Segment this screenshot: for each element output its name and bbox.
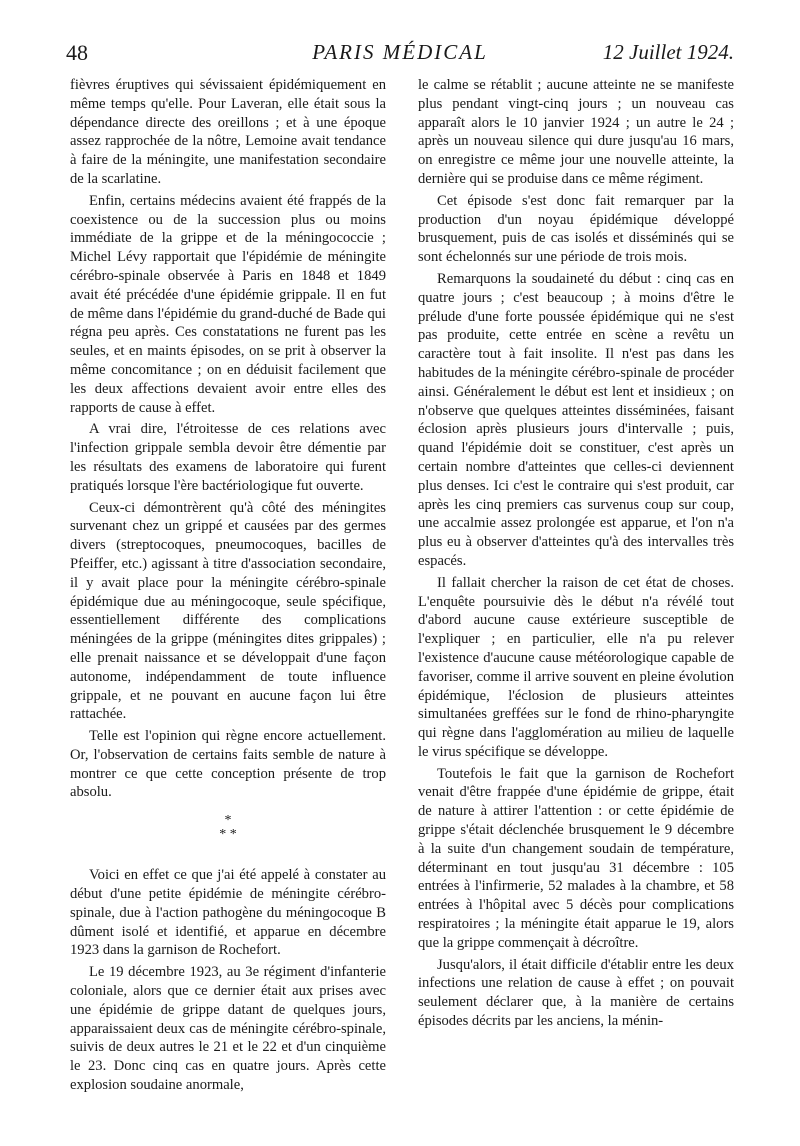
running-head	[66, 36, 734, 70]
paragraph: le calme se rétablit ; aucune atteinte ne se manifeste plus pendant vingt-cinq jours ; un nouveau cas apparaît alors le 10 janvier 1924 ; un autre le 24 ; après un nouveau silence qui dure jusqu'au 16 mars, on enregistre ce même jour une nouvelle atteinte, la dernière qui se produise dans ce même régiment.	[418, 77, 734, 187]
paragraph: Le 19 décembre 1923, au 3e régiment d'infanterie coloniale, alors que ce dernier était aux prises avec une épidémie de grippe datant de quelques jours, apparaissaient deux cas de méningite cérébro-spinale, suivis de deux autres le 21 et le 22 et d'un cinquième le 23. Donc cinq cas en quatre jours. Après cette explosion soudaine anormale,	[70, 964, 386, 1094]
paragraph: Jusqu'alors, il était difficile d'établir entre les deux infections une relation de cause à effet ; on pouvait seulement déclarer que, à la manière de certains épisodes décrits par les anciens, la ménin-	[418, 956, 734, 1030]
paragraph: Il fallait chercher la raison de cet état de choses. L'enquête poursuivie dès le début n'a révélé tout d'abord aucune cause extérieure susceptible de l'expliquer ; en particulier, elle n'a pu relever l'existence d'aucune cause météorologique capable de favoriser, comme il arrive souvent en pleine évolution épidémique, l'éclosion de plusieurs atteintes simultanées greffées sur le fond de rhino-pharyngite qui règne dans l'agglomération au milieu de laquelle le virus spécifique se développe.	[418, 574, 734, 760]
paragraph: A vrai dire, l'étroitesse de ces relations avec l'infection grippale sembla devoir être démentie par les résultats des examens de laboratoire qui furent pratiqués lorsque l'ère bactériologique fut ouverte.	[70, 421, 386, 494]
left-column	[70, 76, 386, 1098]
paragraph: Cet épisode s'est donc fait remarquer par la production d'un noyau épidémique développé brusquement, puis de cas isolés et disséminés qui se sont échelonnés sur une période de trois mois.	[418, 192, 734, 266]
page-number: 48	[66, 40, 88, 65]
separator-stars-bottom: * *	[219, 827, 237, 843]
right-column	[418, 76, 734, 1034]
paragraph: Ceux-ci démontrèrent qu'à côté des méningites survenant chez un grippé et causées par des germes divers (streptocoques, pneumocoques, bacilles de Pfeiffer, etc.) agissant à titre d'association secondaire, il y avait place pour la méningite cérébro-spinale épidémique due au méningocoque, seule spécifique, essentiellement différente des complications méningées de la grippe (méningites dites grippales) ; elle prenait naissance et se développait d'une façon autonome, indépendamment de toute influence grippale, et ne pouvant en aucune façon lui être rattachée.	[70, 499, 386, 723]
paragraph: Telle est l'opinion qui règne encore actuellement. Or, l'observation de certains faits semble de nature à montrer ce que cette conception présente de trop absolu.	[70, 728, 386, 801]
paragraph: Enfin, certains médecins avaient été frappés de la coexistence ou de la succession plus ou moins immédiate de la grippe et de la méningococcie ; Michel Lévy rapportait que l'épidémie de méningite cérébro-spinale observée à Paris en 1848 et 1849 avait été précédée d'une épidémie grippale. Il en fut de même dans l'épidémie du grand-duché de Bade qui régna peu après. Ces constatations ne furent pas les seules, et en maints épisodes, on se prit à observer la même concomitance ; on en déduisit facilement que les deux affections devaient avoir entre elles des rapports de cause à effet.	[70, 192, 386, 416]
paragraph: Voici en effet ce que j'ai été appelé à constater au début d'une petite épidémie de méningite cérébro-spinale, due à l'action pathogène du méningocoque B dûment isolé et identifié, et apparue en décembre 1923 dans la garnison de Rochefort.	[70, 867, 386, 959]
section-separator	[70, 814, 386, 858]
paragraph: Toutefois le fait que la garnison de Rochefort venait d'être frappée d'une épidémie de grippe, était de nature à attirer l'attention : or cette épidémie de grippe s'était déclenchée brusquement le 9 décembre à la suite d'un changement soudain de température, déterminant en tout jusqu'au 31 décembre : 105 entrées à l'infirmerie, 52 malades à la chambre, et 58 entrées à l'hôpital avec 5 décès pour complications respiratoires ; la méningite était apparue le 19, alors que la grippe commençait à décroître.	[418, 765, 734, 951]
paragraph: fièvres éruptives qui sévissaient épidémiquement en même temps qu'elle. Pour Laveran, elle était sous la dépendance directe des oreillons ; et à une époque assez rapprochée de la nôtre, Lemoine avait tendance à faire de la méningite, une manifestation secondaire de la scarlatine.	[70, 77, 386, 187]
journal-title: PARIS MÉDICAL	[312, 40, 488, 64]
separator-star-top: *	[224, 813, 232, 829]
issue-date: 12 Juillet 1924.	[602, 40, 734, 64]
paragraph: Remarquons la soudaineté du début : cinq cas en quatre jours ; c'est beaucoup ; à moins d'être le prélude d'une forte poussée épidémique qui ne s'est pas produite, cette entrée en scène a revêtu un caractère tout à fait insolite. Il n'est pas dans les habitudes de la méningite cérébro-spinale de procéder ainsi. Généralement le début est lent et insidieux ; on n'observe que quelques atteintes disséminées, faisant éclosion après plusieurs jours d'intervalle ; puis, quand l'épidémie doit se constituer, c'est après un certain nombre d'atteintes que celles-ci deviennent plus denses. Ici c'est le contraire qui s'est produit, car après les cinq premiers cas survenus coup sur coup, une accalmie assez prolongée est apparue, et l'on n'a plus eu à observer d'atteintes qu'à des intervalles très espacés.	[418, 270, 734, 569]
